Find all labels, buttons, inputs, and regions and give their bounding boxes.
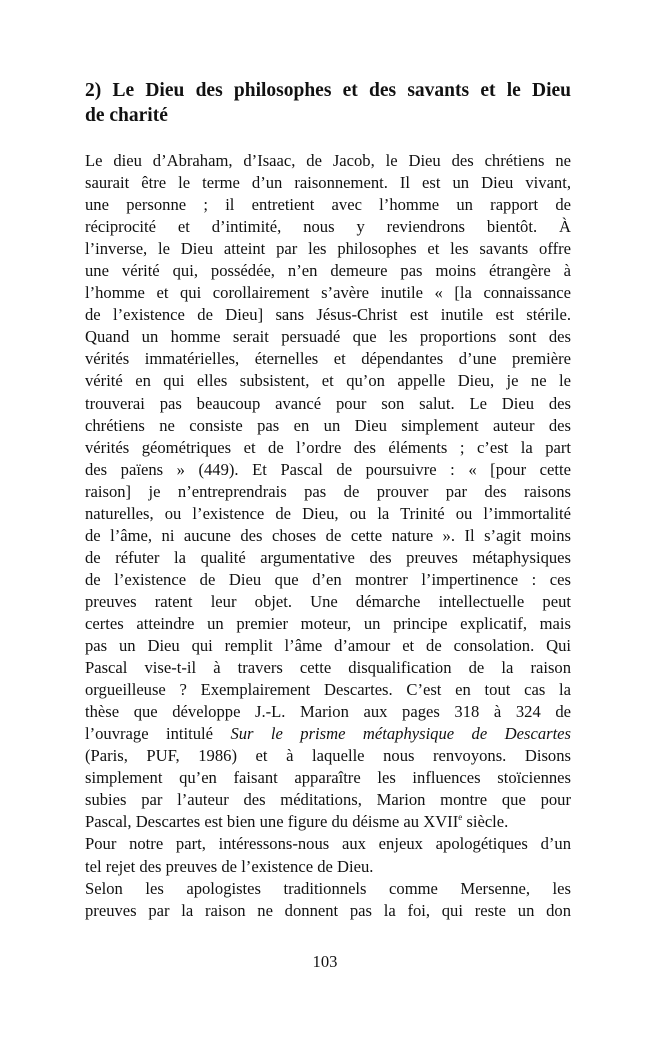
text-line: saurait être le terme d’un raisonnement. Il est un Dieu vivant, (85, 173, 571, 193)
heading-line: 2) Le Dieu des philosophes et des savants et le Dieu (85, 80, 571, 101)
text-line: raison] je n’entreprendrais pas de prouver par des raisons (85, 481, 571, 501)
text-line: naturelles, ou l’existence de Dieu, ou la Trinité ou l’immortalité (85, 503, 571, 523)
text-line: pas un Dieu qui remplit l’âme d’amour et de consolation. Qui (85, 636, 571, 656)
text-line: certes atteindre un premier moteur, un principe explicatif, mais (85, 613, 571, 633)
text-line: Selon les apologistes traditionnels comme Mersenne, les (85, 878, 571, 898)
text-line: preuves ratent leur objet. Une démarche intellectuelle peut (85, 591, 571, 611)
text-line: vérités géométriques et de l’ordre des éléments ; c’est la part (85, 437, 571, 457)
text-line: une vérité qui, possédée, n’en demeure pas moins étrangère à (85, 261, 571, 281)
text-line: Pascal vise-t-il à travers cette disqualification de la raison (85, 658, 571, 678)
section-heading (85, 78, 571, 128)
text-line: de l’existence de Dieu que d’en montrer l’impertinence : ces (85, 569, 571, 589)
text-line: tel rejet des preuves de l’existence de Dieu. (85, 856, 374, 876)
text-line: Quand un homme serait persuadé que les proportions sont des (85, 327, 571, 347)
text-line: l’inverse, le Dieu atteint par les philosophes et les savants offre (85, 239, 571, 259)
text-line: de l’âme, ni aucune des choses de cette nature ». Il s’agit moins (85, 525, 571, 545)
heading-line: de charité (85, 105, 168, 126)
text-line: Le dieu d’Abraham, d’Isaac, de Jacob, le Dieu des chrétiens ne (85, 151, 571, 170)
text-line: de réfuter la qualité argumentative des preuves métaphysiques (85, 547, 571, 567)
book-title: Sur le prisme métaphysique de Descartes (230, 724, 572, 744)
text-line: Pour notre part, intéressons-nous aux enjeux apologétiques d’un (85, 834, 571, 854)
text-line: (Paris, PUF, 1986) et à laquelle nous renvoyons. Disons (85, 746, 571, 766)
line-prefix: Pascal, Descartes est bien une figure du déisme au XVII (85, 812, 459, 832)
text-line: vérité en qui elles subsistent, et qu’on appelle Dieu, je ne le (85, 371, 571, 391)
text-line: preuves par la raison ne donnent pas la foi, qui reste un don (85, 900, 571, 920)
text-line: subies par l’auteur des méditations, Marion montre que pour (85, 790, 571, 810)
century-superscript: e (458, 812, 463, 823)
body-text (85, 150, 571, 922)
text-line-book-title (85, 723, 571, 745)
text-line: une personne ; il entretient avec l’homme un rapport de (85, 195, 571, 215)
text-line: l’homme et qui corollairement s’avère inutile « [la connaissance (85, 283, 571, 303)
page-number: 103 (312, 952, 338, 971)
text-line-century (85, 811, 571, 833)
text-line: des païens » (449). Et Pascal de poursuivre : « [pour cette (85, 459, 571, 479)
text-line: de l’existence de Dieu] sans Jésus-Christ est inutile est stérile. (85, 305, 571, 325)
text-line: réciprocité et d’intimité, nous y reviendrons bientôt. À (85, 217, 571, 237)
line-prefix: l’ouvrage intitulé (85, 724, 231, 744)
text-line: trouverai pas beaucoup avancé pour son salut. Le Dieu des (85, 393, 571, 413)
line-suffix: siècle. (462, 812, 509, 832)
text-line: simplement qu’en faisant apparaître les influences stoïciennes (85, 768, 571, 788)
text-line: chrétiens ne consiste pas en un Dieu simplement auteur des (85, 415, 571, 435)
text-line: vérités immatérielles, éternelles et dépendantes d’une première (85, 349, 571, 369)
text-line: orgueilleuse ? Exemplairement Descartes. C’est en tout cas la (85, 680, 571, 700)
text-line: thèse que développe J.-L. Marion aux pages 318 à 324 de (85, 702, 571, 722)
